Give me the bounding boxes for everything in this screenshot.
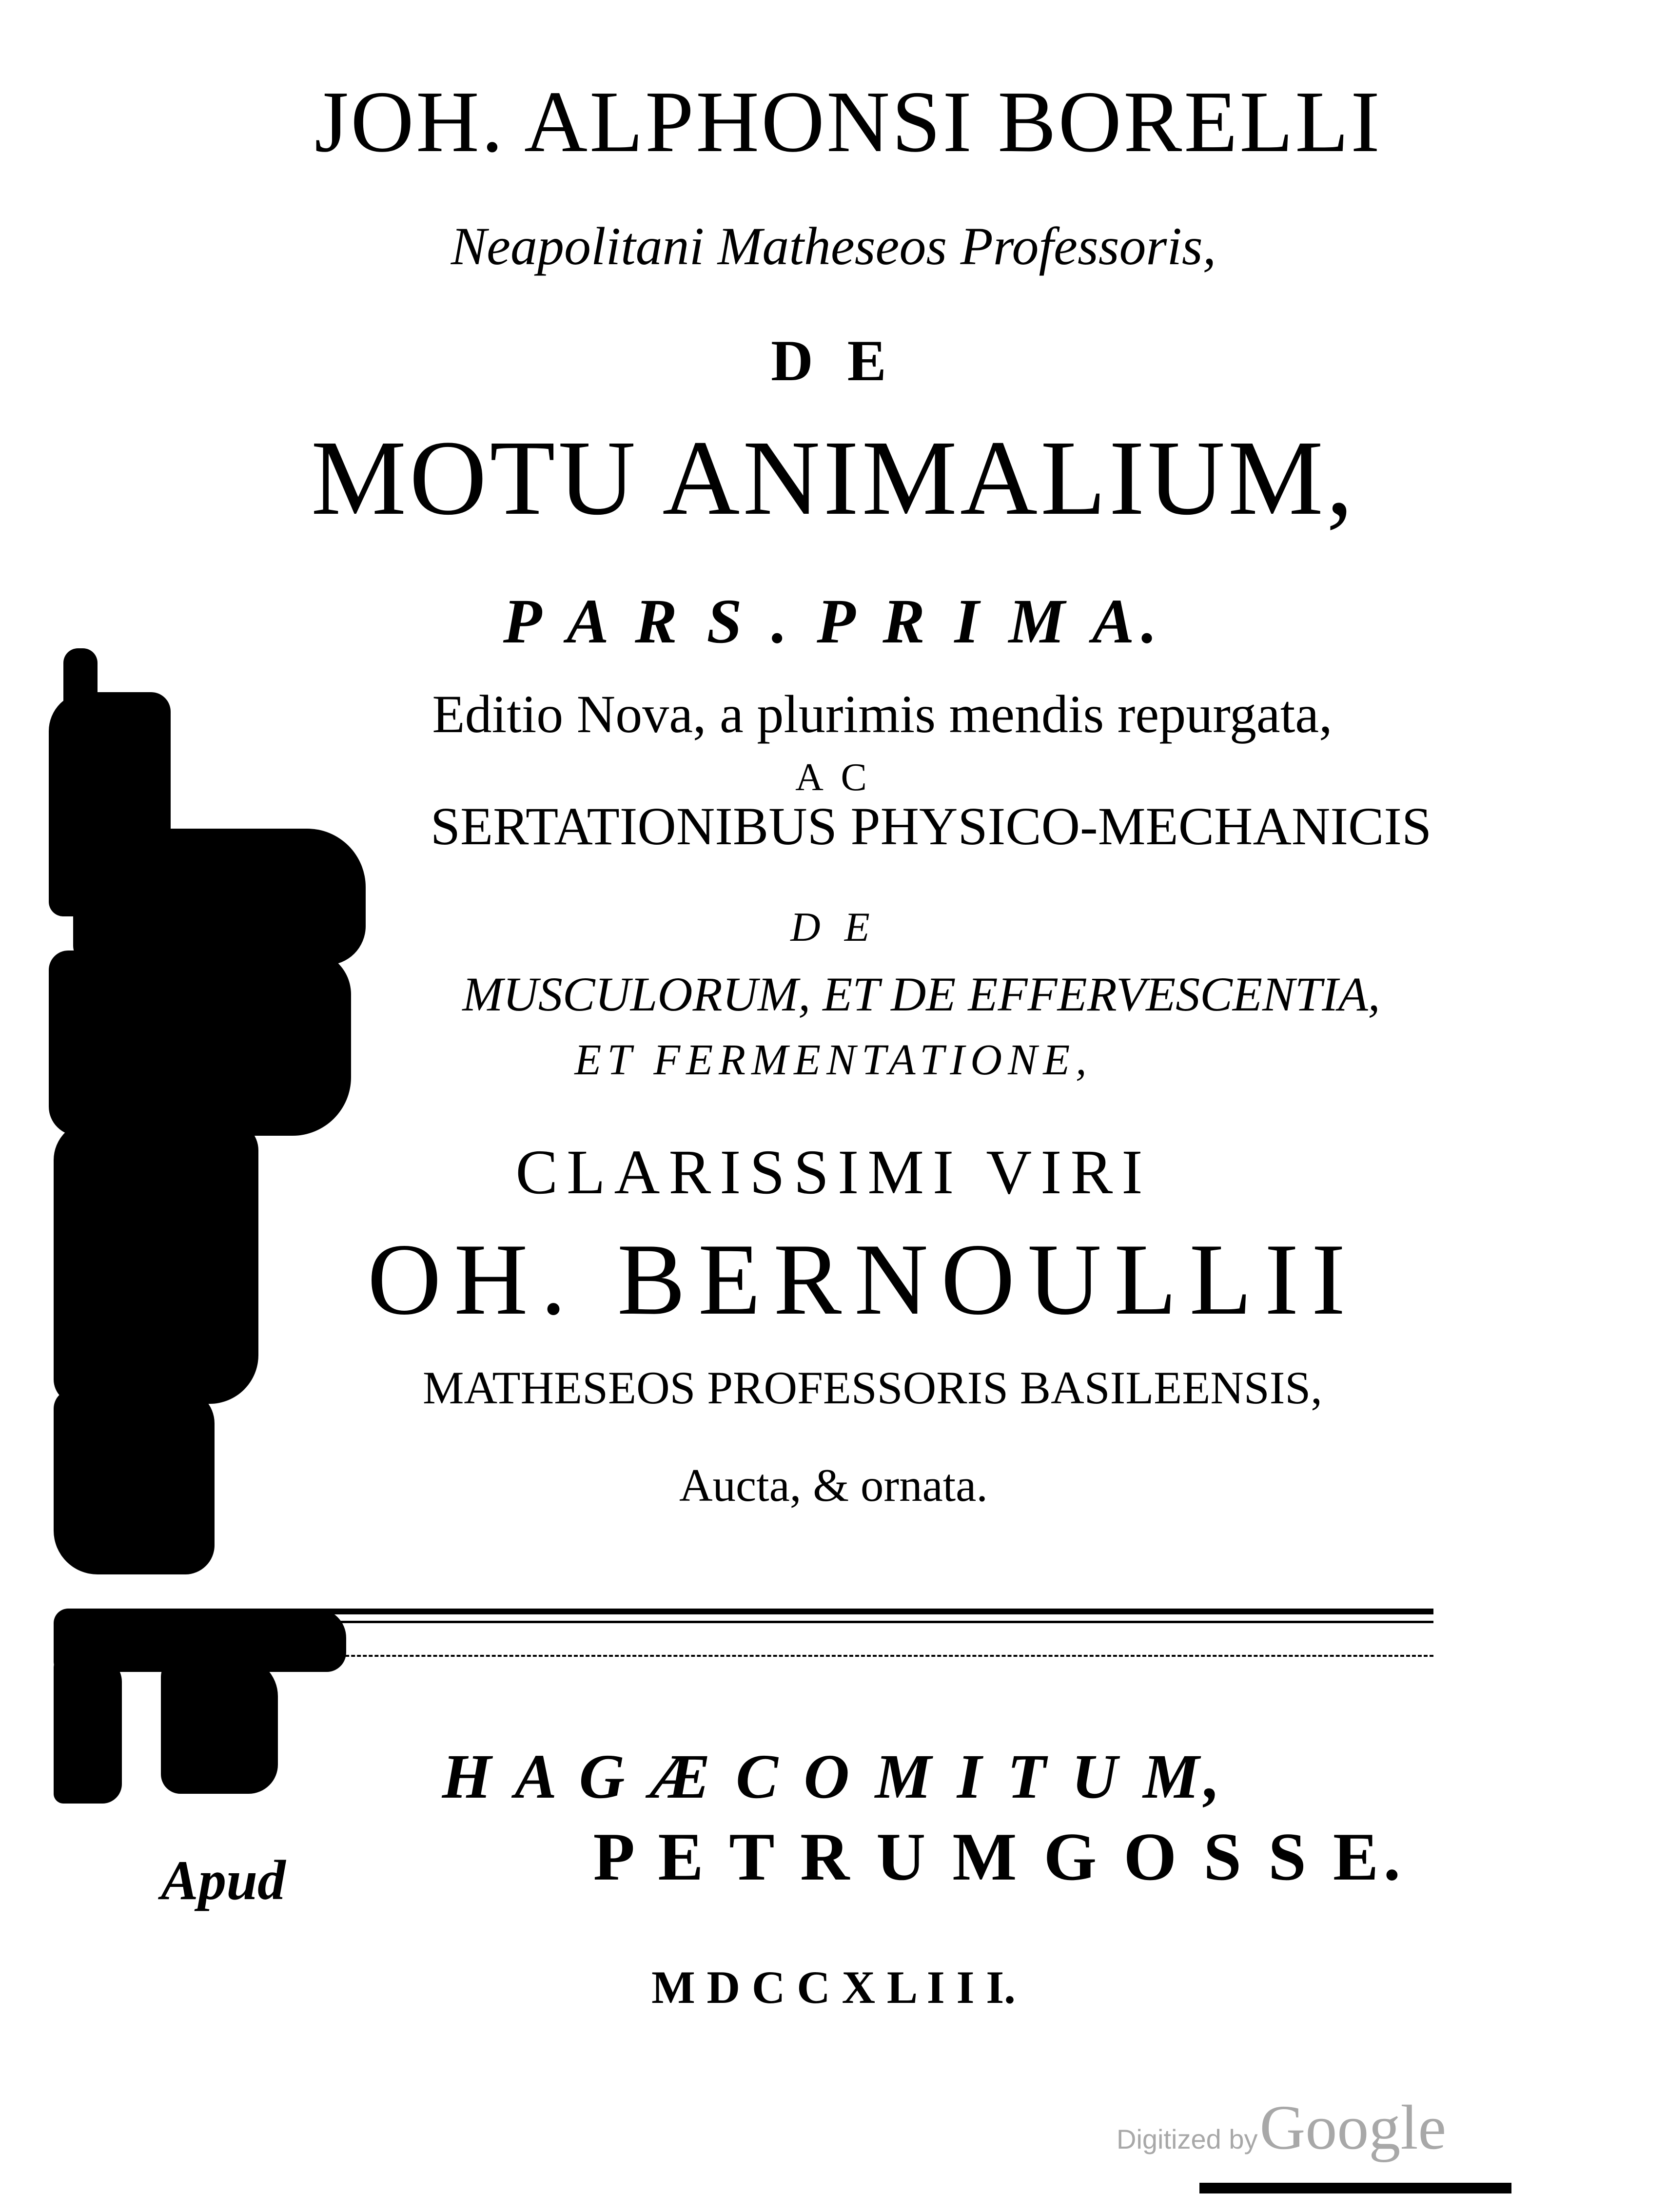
de-heading-2: D E	[790, 904, 877, 950]
clarissimi-line: CLARISSIMI VIRI	[515, 1137, 1152, 1207]
bernoulli-description: MATHESEOS PROFESSORIS BASILEENSIS,	[423, 1362, 1322, 1414]
watermark	[1117, 2091, 1446, 2164]
double-rule-top	[146, 1609, 1433, 1614]
google-logo: Google	[1259, 2093, 1447, 2163]
topic-line-1: MUSCULORUM, ET DE EFFERVESCENTIA,	[462, 967, 1380, 1021]
author-name: JOH. ALPHONSI BORELLI	[314, 73, 1382, 170]
year-line: M D C C X L I I I.	[651, 1961, 1016, 2013]
topic-line-2: ET FERMENTATIONE,	[574, 1036, 1093, 1084]
part-heading: P A R S . P R I M A.	[503, 586, 1164, 657]
dashed-rule	[293, 1655, 1433, 1657]
apud-word: Apud	[161, 1849, 286, 1911]
place-line: H A G Æ C O M I T U M,	[442, 1742, 1225, 1812]
publisher-line: P E T R U M G O S S E.	[593, 1819, 1406, 1895]
main-title: MOTU ANIMALIUM,	[311, 418, 1356, 537]
edition-line: Editio Nova, a plurimis mendis repurgata,	[432, 684, 1333, 744]
aucta-line: Aucta, & ornata.	[679, 1459, 988, 1511]
de-heading: D E	[771, 328, 896, 393]
digitized-by-label: Digitized by	[1117, 2124, 1258, 2154]
bottom-edge-mark	[1199, 2183, 1511, 2193]
ac-line: A C	[795, 756, 872, 799]
double-rule-bottom	[146, 1621, 1433, 1623]
bernoulli-name: OH. BERNOULLII	[367, 1223, 1358, 1336]
dissertations-line: SERTATIONIBUS PHYSICO-MECHANICIS	[430, 796, 1432, 856]
author-description: Neapolitani Matheseos Professoris,	[451, 216, 1216, 276]
